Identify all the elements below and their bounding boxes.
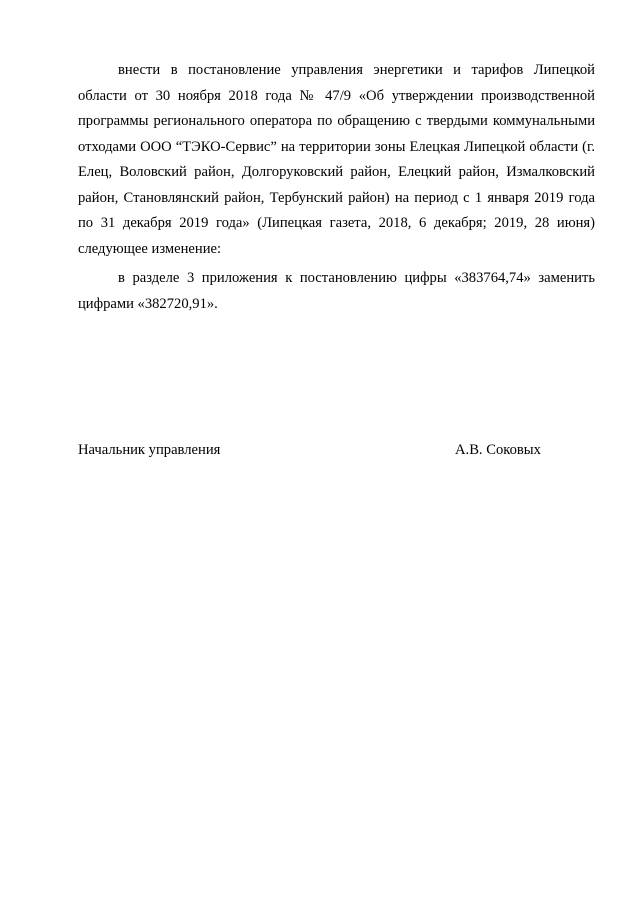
paragraph-amendment: внести в постановление управления энергетики и тарифов Липецкой области от 30 ноября 2018 года № 47/9 «Об утверждении производственной программы регионального оператора по обращению с твердыми коммунальными отходами ООО “ТЭКО-Сервис” на территории зоны Елецкая Липецкой области (г. Елец, Воловский район, Долгоруковский район, Елецкий район, Измалковский район, Становлянский район, Тербунский район) на период с 1 января 2019 года по 31 декабря 2019 года» (Липецкая газета, 2018, 6 декабря; 2019, 28 июня) следующее изменение: [78, 62, 595, 257]
signatory-position: Начальник управления [78, 442, 221, 458]
document-body [78, 58, 595, 317]
paragraph-change: в разделе 3 приложения к постановлению цифры «383764,74» заменить цифрами «382720,91». [78, 270, 595, 312]
signatory-name: А.В. Соковых [455, 442, 541, 458]
